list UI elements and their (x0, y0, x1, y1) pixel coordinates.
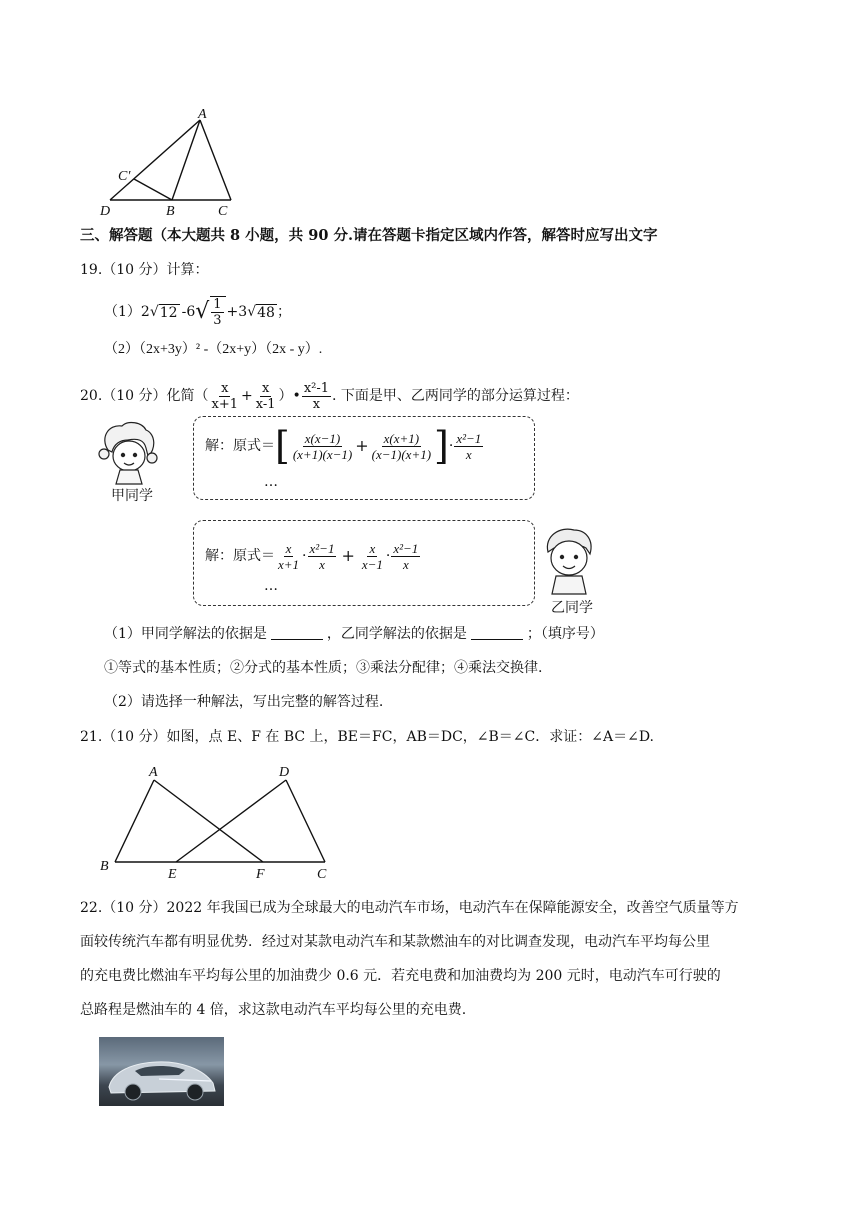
q20-tail: . 下面是甲、乙两同学的部分运算过程： (332, 388, 579, 404)
jia-frac-c (454, 431, 483, 462)
yi-frac-b (308, 541, 337, 572)
yi-d-den: x (402, 556, 409, 572)
label-F: F (256, 867, 265, 880)
boy-avatar-icon (540, 524, 598, 596)
sqrt-sign: √ (149, 304, 159, 320)
yi-c-num: x (369, 540, 376, 556)
q19-heading: 19.（10 分）计算： (80, 262, 209, 278)
q20-p1b: ，乙同学解法的依据是 (326, 626, 467, 642)
q19-r2: 48 (257, 304, 275, 321)
jia-solution (205, 424, 484, 468)
jia-dot: · (448, 438, 454, 454)
sqrt-sign: √ (247, 304, 257, 320)
q22-line3: 的充电费比燃油车平均每公里的加油费少 0.6 元．若充电费和加油费均为 200 元时，电动汽车可行驶的 (80, 968, 721, 984)
q22-line4: 总路程是燃油车的 4 倍，求这款电动汽车平均每公里的充电费. (80, 1002, 467, 1018)
yi-dot1: · (302, 548, 307, 564)
jia-c-num: x²−1 (456, 430, 482, 446)
label-A: A (149, 765, 158, 780)
q20-heading (80, 378, 579, 414)
jia-a-den: (x+1)(x−1) (292, 446, 353, 462)
q19-fd: 3 (213, 313, 222, 328)
jia-frac-b (370, 431, 433, 462)
yi-plus: + (341, 546, 355, 565)
yi-frac-d (391, 541, 420, 572)
q20-part1 (104, 624, 604, 644)
yi-c-den: x−1 (361, 556, 383, 572)
left-bracket: [ (275, 424, 290, 468)
q20-f2n: x (261, 380, 270, 396)
label-E: E (168, 867, 177, 880)
yi-lead: 解：原式＝ (205, 548, 275, 564)
line-AF (154, 780, 263, 862)
q22-line2: 面较传统汽车都有明显优势．经过对某款电动汽车和某款燃油车的对比调查发现，电动汽车平均每公里 (80, 934, 710, 950)
q20-frac3 (302, 381, 331, 412)
q19-op2: +3 (226, 304, 248, 320)
line-AC (200, 120, 231, 200)
jia-lead: 解：原式＝ (205, 438, 275, 454)
q20-frac2 (254, 381, 278, 412)
q20-head: 20.（10 分）化简（ (80, 388, 209, 404)
triangles-figure-q21 (95, 760, 340, 880)
triangle-figure-q18 (90, 100, 240, 225)
sqrt-sign: √ (195, 299, 210, 324)
label-C: C (218, 204, 228, 219)
jia-plus: + (355, 436, 369, 455)
jia-b-den: (x−1)(x+1) (371, 446, 432, 462)
q19-c1: 2 (140, 304, 150, 320)
q19-part1-label: （1） (104, 304, 141, 320)
q20-part2: （2）请选择一种解法，写出完整的解答过程. (104, 694, 384, 710)
yi-ellipsis: … (264, 578, 278, 594)
yi-a-den: x+1 (278, 556, 300, 572)
electric-car-image (99, 1037, 224, 1106)
q19-part2: （2）（2x+3y）² -（2x+y）（2x - y）. (104, 342, 323, 357)
label-C: C (317, 867, 327, 880)
q19-part1 (104, 296, 291, 328)
section-title: 三、解答题（本大题共 8 小题，共 90 分.请在答题卡指定区域内作答，解答时应写出文字 (80, 227, 658, 244)
yi-b-num: x²−1 (309, 540, 335, 556)
jia-name: 甲同学 (111, 488, 153, 504)
car-icon (99, 1037, 224, 1106)
q20-f2d: x-1 (255, 396, 276, 412)
label-A: A (198, 107, 207, 122)
label-C-prime: C′ (118, 169, 131, 184)
q20-plus: + (241, 388, 253, 404)
q21-text: 21.（10 分）如图，点 E、F 在 BC 上，BE＝FC，AB＝DC，∠B＝∠C．求证：∠A＝∠D. (80, 729, 654, 745)
q20-f1n: x (221, 380, 229, 396)
yi-b-den: x (319, 556, 325, 572)
girl-avatar-icon (98, 420, 158, 486)
q19-op1: -6 (181, 304, 196, 320)
jia-a-num: x(x−1) (304, 430, 341, 446)
answer-blank-jia[interactable] (271, 625, 323, 640)
q20-p1a: （1）甲同学解法的依据是 (104, 626, 267, 642)
label-B: B (166, 204, 175, 219)
line-DE (176, 780, 286, 862)
q20-mid: ）• (278, 388, 301, 404)
label-B: B (100, 859, 109, 874)
yi-dot2: · (385, 548, 391, 564)
q19-fraction (210, 296, 225, 328)
yi-frac-c (360, 541, 385, 572)
jia-frac-a (291, 431, 354, 462)
q20-options: ①等式的基本性质；②分式的基本性质；③乘法分配律；④乘法交换律. (104, 660, 543, 676)
line-CpB (134, 179, 172, 200)
line-DC (286, 780, 325, 862)
label-D: D (100, 204, 111, 219)
jia-b-num: x(x+1) (383, 430, 420, 446)
q22-line1: 22.（10 分）2022 年我国已成为全球最大的电动汽车市场，电动汽车在保障能源安全，改善空气质量等方 (80, 900, 739, 916)
q19-end: ； (276, 304, 291, 320)
jia-c-den: x (465, 446, 472, 462)
yi-solution (205, 536, 421, 576)
answer-blank-yi[interactable] (471, 625, 523, 640)
jia-ellipsis: … (264, 474, 278, 490)
label-D: D (279, 765, 290, 780)
yi-a-num: x (285, 540, 292, 556)
yi-name: 乙同学 (551, 600, 593, 616)
yi-d-num: x²−1 (393, 540, 419, 556)
q20-p1c: ；（填序号） (526, 626, 604, 642)
yi-frac-a (276, 541, 301, 572)
q20-f1d: x+1 (211, 396, 239, 412)
q19-fn: 1 (213, 297, 222, 312)
q20-frac1 (210, 381, 241, 412)
q20-f3d: x (312, 396, 321, 412)
q20-f3n: x²-1 (303, 380, 330, 396)
right-bracket: ] (434, 424, 449, 468)
q19-r1: 12 (159, 304, 178, 321)
line-AB (115, 780, 154, 862)
